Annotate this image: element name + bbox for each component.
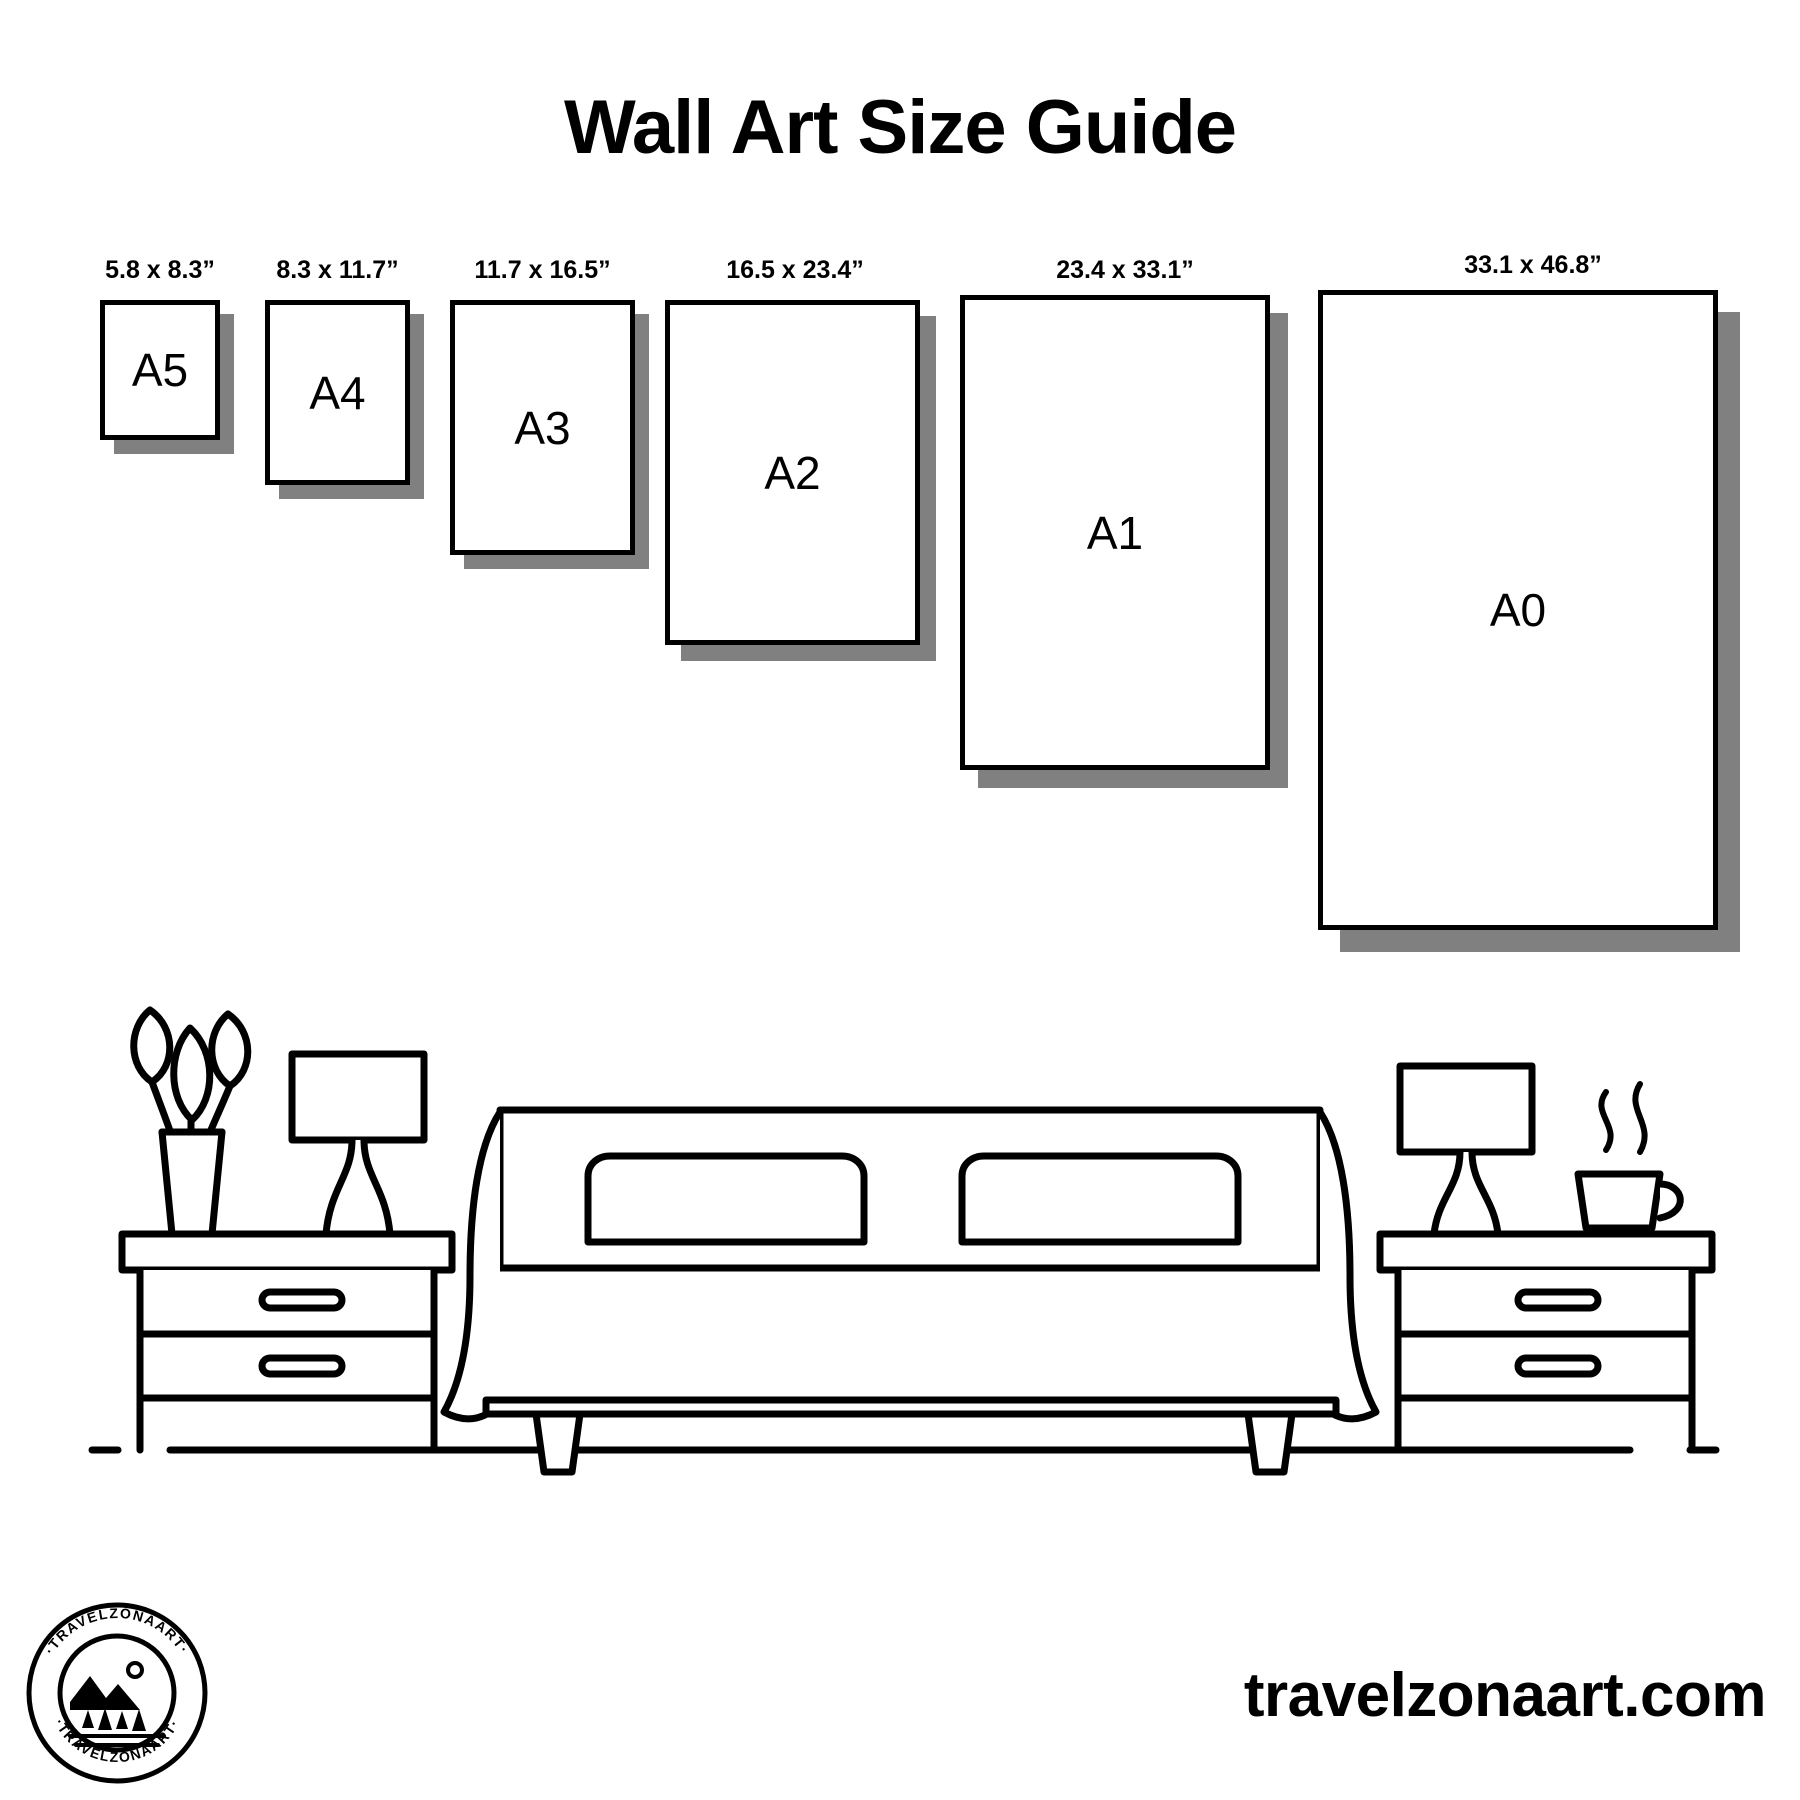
bed — [444, 1110, 1376, 1472]
vase-with-plant — [134, 1010, 248, 1234]
frame-a3[interactable] — [450, 256, 635, 590]
frame-a1-label: A1 — [1086, 506, 1144, 559]
frame-a5-box[interactable] — [100, 300, 220, 440]
frame-a5-dimensions: 5.8 x 8.3” — [105, 256, 215, 284]
frame-a2[interactable] — [665, 256, 925, 680]
frame-a2-dimensions: 16.5 x 23.4” — [726, 256, 864, 284]
frame-a2-box[interactable] — [665, 300, 920, 645]
frame-a4-dimensions: 8.3 x 11.7” — [276, 256, 399, 284]
brand-logo[interactable] — [22, 1598, 212, 1788]
coffee-cup — [1578, 1084, 1680, 1228]
frame-a3-dimensions: 11.7 x 16.5” — [474, 256, 611, 284]
frame-a1[interactable] — [960, 256, 1290, 795]
nightstand-left — [122, 1234, 452, 1450]
frame-a0-label: A0 — [1489, 584, 1547, 636]
bedroom-scene — [0, 980, 1800, 1540]
frame-a0[interactable] — [1318, 251, 1748, 970]
page-title: Wall Art Size Guide — [563, 85, 1237, 170]
frame-a2-label: A2 — [764, 446, 821, 499]
frame-a3-box[interactable] — [450, 300, 635, 555]
frame-a1-dimensions: 23.4 x 33.1” — [1056, 256, 1194, 284]
website-url[interactable]: travelzonaart.com — [1243, 1661, 1766, 1730]
table-lamp-right — [1400, 1066, 1532, 1234]
table-lamp-left — [292, 1054, 424, 1234]
frame-a4-label: A4 — [309, 366, 366, 419]
frame-a5[interactable] — [100, 256, 220, 500]
frame-a3-label: A3 — [514, 401, 571, 454]
logo-text-top: ·TRAVELZONAART· — [41, 1604, 193, 1658]
frame-a4-box[interactable] — [265, 300, 410, 485]
frame-a5-label: A5 — [131, 344, 189, 396]
logo-text-bottom: ·TRAVELZONAART· — [51, 1715, 183, 1766]
frame-a0-dimensions: 33.1 x 46.8” — [1464, 251, 1602, 279]
logo-scene — [68, 1663, 166, 1747]
nightstand-right — [1380, 1234, 1712, 1450]
frame-a0-box[interactable] — [1318, 290, 1718, 930]
frame-a1-box[interactable] — [960, 295, 1270, 770]
frame-a4[interactable] — [265, 256, 410, 530]
